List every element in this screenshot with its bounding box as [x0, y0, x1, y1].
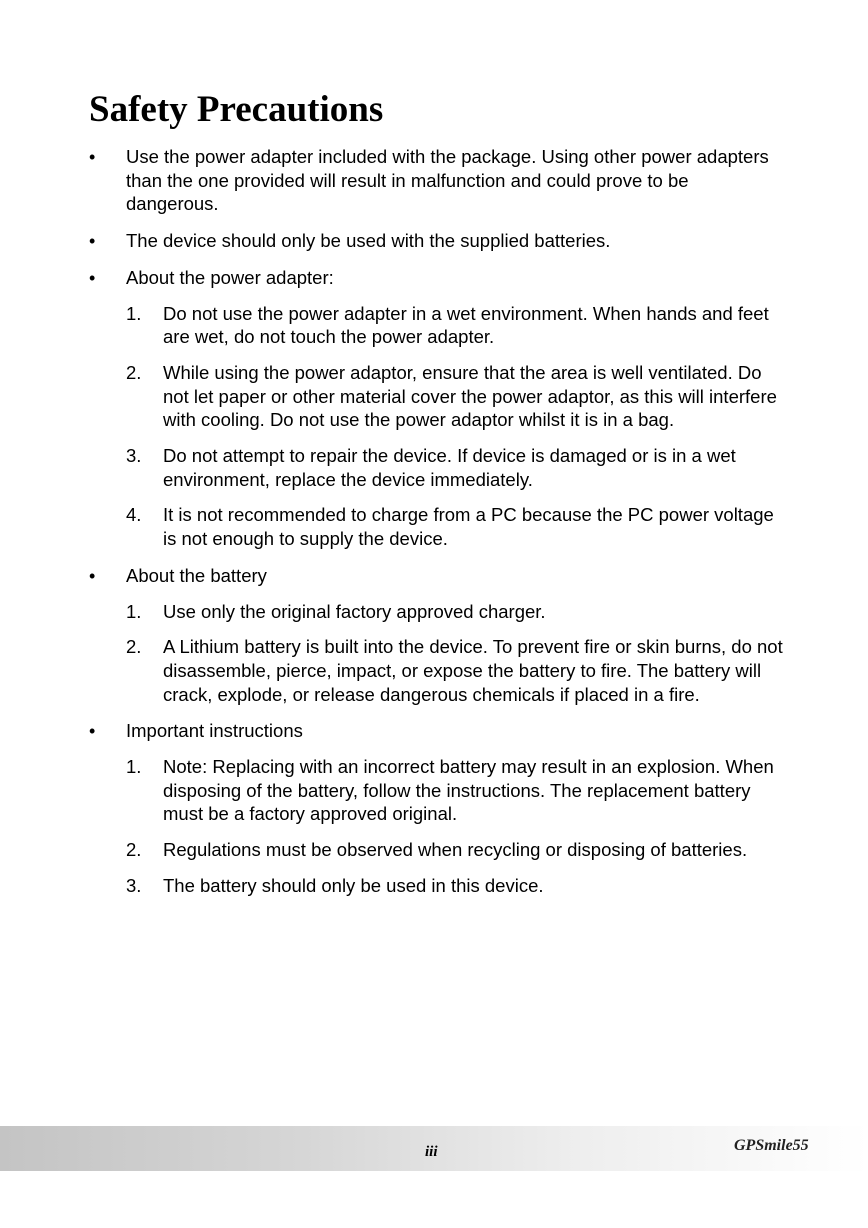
bullet-item-supplied-batteries — [0, 229, 868, 253]
item-number: 3. — [126, 445, 142, 467]
item-text: Regulations must be observed when recycling or disposing of batteries. — [163, 839, 748, 861]
bullet-text: The device should only be used with the supplied batteries. — [126, 230, 611, 252]
power-adapter-numbered-list — [0, 302, 868, 551]
bullet-text: About the battery — [126, 564, 267, 586]
bullet-icon: • — [89, 147, 96, 167]
item-text: Note: Replacing with an incorrect battery may result in an explosion. When disposing of the battery, follow the instructions. The replacement battery must be a factory approved original. — [163, 756, 774, 825]
item-text: Use only the original factory approved charger. — [163, 600, 546, 622]
product-name: GPSmile55 — [734, 1137, 809, 1154]
numbered-item — [0, 361, 868, 432]
bullet-item-important-instructions — [0, 719, 868, 897]
numbered-item — [0, 302, 868, 349]
numbered-item — [0, 600, 868, 624]
bullet-icon: • — [89, 267, 96, 288]
bullet-icon: • — [89, 231, 96, 252]
item-text: Do not use the power adapter in a wet environment. When hands and feet are wet, do not touch the power adapter. — [163, 302, 769, 348]
item-number: 3. — [126, 874, 142, 896]
precautions-list — [0, 145, 868, 911]
bullet-icon: • — [89, 721, 96, 742]
item-number: 2. — [126, 361, 142, 383]
item-number: 4. — [126, 504, 142, 526]
bullet-text: Important instructions — [126, 720, 303, 742]
item-number: 2. — [126, 636, 142, 658]
item-text: It is not recommended to charge from a PC because the PC power voltage is not enough to supply the device. — [163, 504, 774, 550]
item-text: While using the power adaptor, ensure that the area is well ventilated. Do not let paper or other material cover the power adaptor, as this will interfere with cooling. Do not use the power adaptor whilst it is in a bag. — [163, 361, 777, 431]
numbered-item — [0, 838, 868, 862]
item-text: Do not attempt to repair the device. If device is damaged or is in a wet environment, replace the device immediately. — [163, 445, 736, 490]
item-text: The battery should only be used in this device. — [163, 874, 544, 896]
battery-numbered-list — [0, 600, 868, 707]
bullet-item-about-power-adapter — [0, 266, 868, 551]
item-text: A Lithium battery is built into the device. To prevent fire or skin burns, do not disassemble, pierce, impact, or expose the battery to fire. The battery will crack, explode, or release dangerous chemicals if placed in a fire. — [163, 636, 783, 705]
bullet-text: About the power adapter: — [126, 266, 334, 288]
numbered-item — [0, 874, 868, 898]
bullet-item-about-battery — [0, 564, 868, 707]
numbered-item — [0, 503, 868, 550]
item-number: 1. — [126, 600, 142, 622]
bullet-icon: • — [89, 565, 96, 586]
numbered-item — [0, 755, 868, 826]
page-number: iii — [425, 1144, 438, 1160]
item-number: 2. — [126, 839, 142, 861]
page-title: Safety Precautions — [89, 89, 384, 130]
numbered-item — [0, 635, 868, 706]
bullet-item-power-adapter-included — [0, 145, 868, 216]
numbered-item — [0, 444, 868, 491]
item-number: 1. — [126, 302, 142, 324]
bullet-text: Use the power adapter included with the package. Using other power adapters than the one provided will result in malfunction and could prove to be dangerous. — [126, 146, 769, 215]
instructions-numbered-list — [0, 755, 868, 898]
item-number: 1. — [126, 756, 142, 778]
